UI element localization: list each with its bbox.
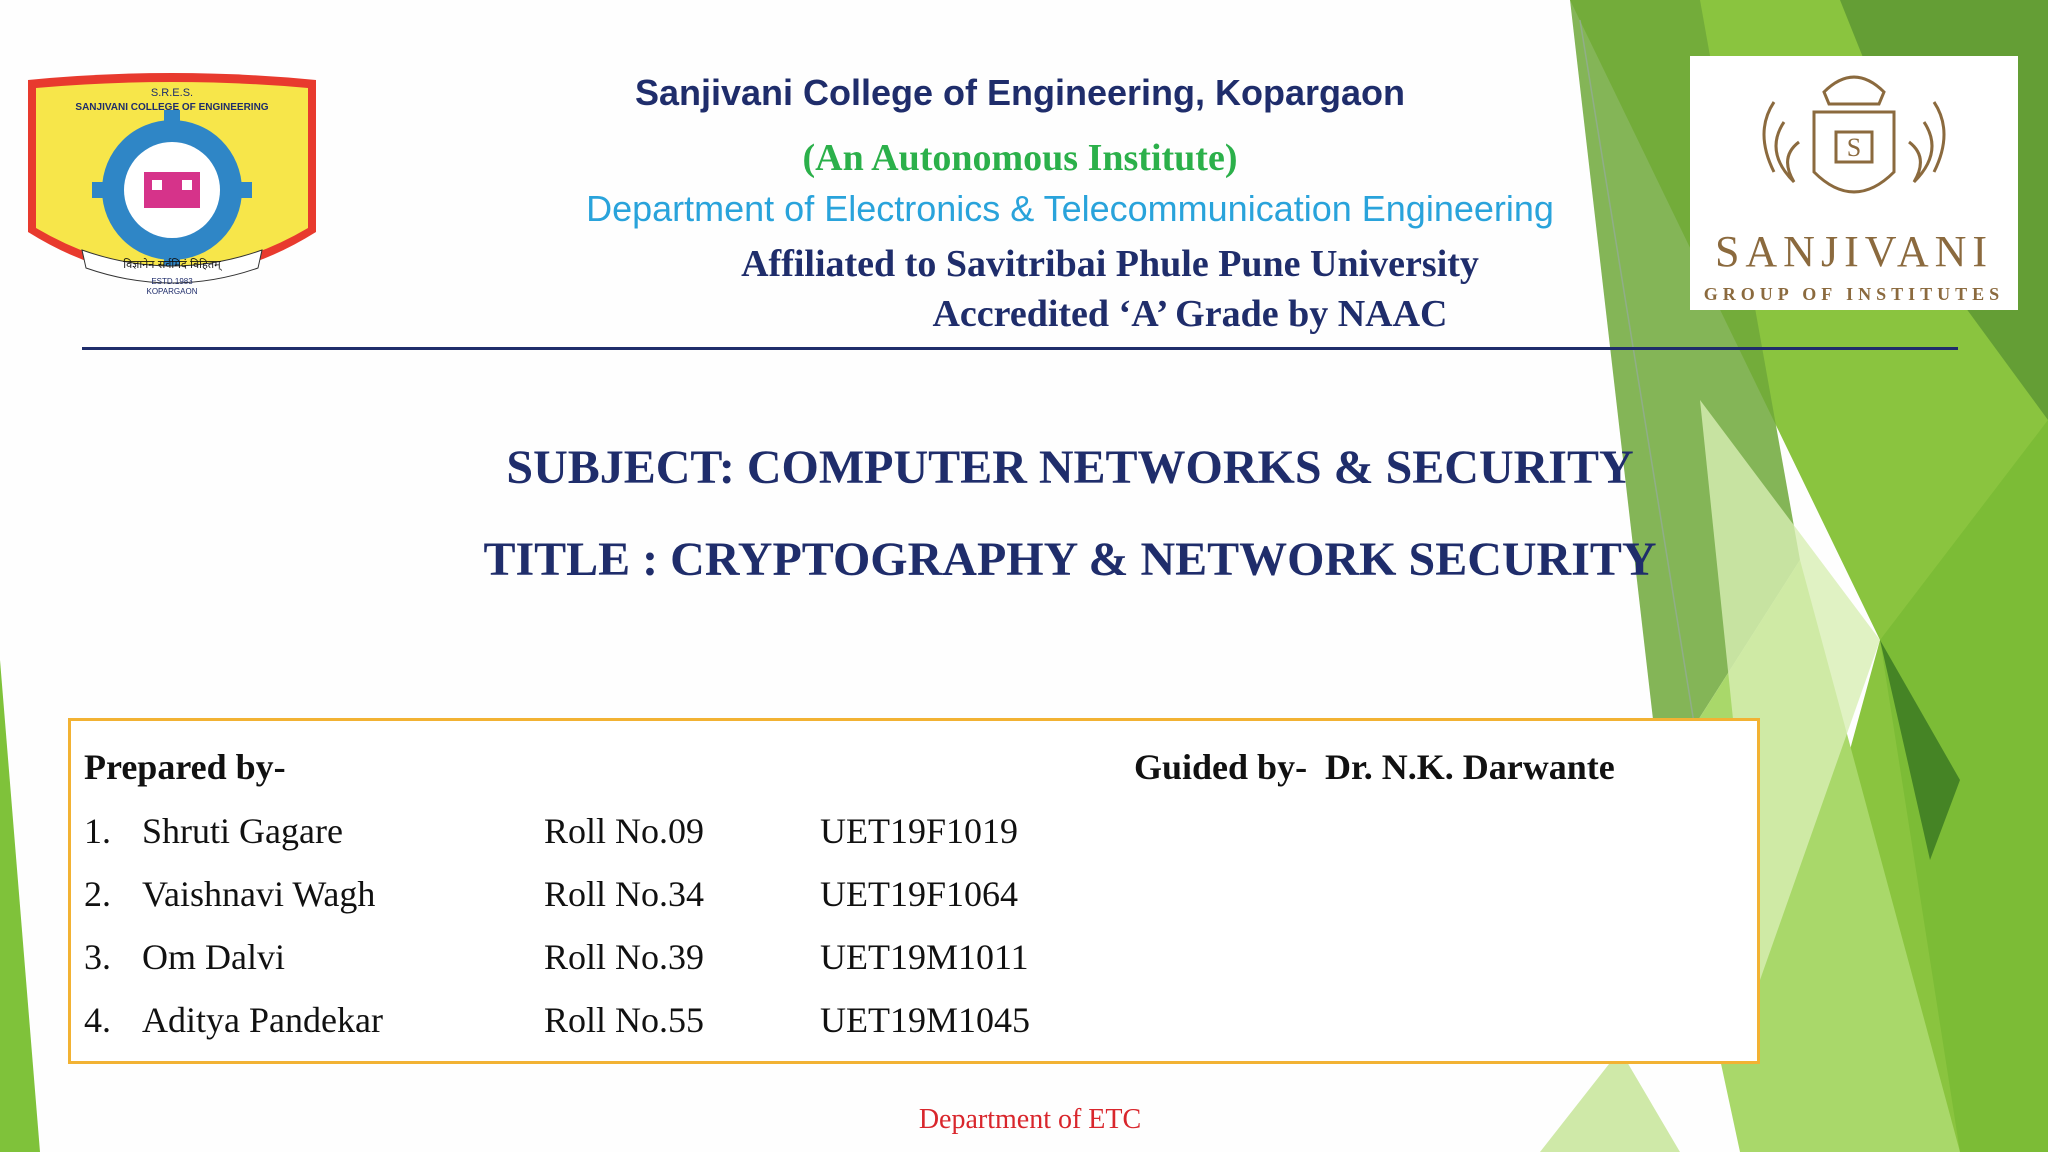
subject-heading: SUBJECT: COMPUTER NETWORKS & SECURITY <box>506 441 1634 494</box>
college-name: Sanjivani College of Engineering, Kopargaon <box>634 72 1406 113</box>
svg-text:विज्ञानेन सर्वमिदं विहितम्: विज्ञानेन सर्वमिदं विहितम् <box>123 258 221 271</box>
member-number: 2. <box>84 874 111 914</box>
member-roll: Roll No.55 <box>544 1000 705 1040</box>
svg-text:KOPARGAON: KOPARGAON <box>146 287 198 296</box>
department-label: Department of Electronics & Telecommunication Engineering <box>586 188 1554 229</box>
member-roll: Roll No.39 <box>544 937 705 977</box>
member-roll: Roll No.34 <box>544 874 705 914</box>
svg-text:S.R.E.S.: S.R.E.S. <box>150 87 194 99</box>
member-code: UET19F1064 <box>820 874 1018 914</box>
svg-text:ESTD.1983: ESTD.1983 <box>151 277 193 286</box>
left-green-wedge <box>0 660 40 1152</box>
member-name: Shruti Gagare <box>142 811 343 851</box>
svg-text:S: S <box>1846 133 1862 162</box>
guided-by-label: Guided by- Dr. N.K. Darwante <box>1134 747 1615 787</box>
member-roll: Roll No.09 <box>544 811 705 851</box>
svg-text:SANJIVANI COLLEGE OF ENGINEERI: SANJIVANI COLLEGE OF ENGINEERING <box>75 102 269 113</box>
title-heading: TITLE : CRYPTOGRAPHY & NETWORK SECURITY <box>483 533 1657 586</box>
member-code: UET19M1045 <box>820 1000 1030 1040</box>
member-number: 3. <box>84 937 111 977</box>
affiliation-label: Affiliated to Savitribai Phule Pune University <box>741 243 1479 285</box>
member-name: Vaishnavi Wagh <box>142 874 376 914</box>
group-logo-name: SANJIVANI <box>1714 227 1994 276</box>
header-divider <box>82 347 1958 350</box>
member-code: UET19M1011 <box>820 937 1029 977</box>
member-number: 4. <box>84 1000 111 1040</box>
bottom-pale-facet <box>1540 1050 1680 1152</box>
member-code: UET19F1019 <box>820 811 1018 851</box>
member-name: Aditya Pandekar <box>142 1000 383 1040</box>
group-logo-subtitle: GROUP OF INSTITUTES <box>1703 284 2005 304</box>
member-name: Om Dalvi <box>142 937 285 977</box>
accreditation-label: Accredited ‘A’ Grade by NAAC <box>932 293 1448 335</box>
member-number: 1. <box>84 811 111 851</box>
footer-department: Department of ETC <box>918 1104 1142 1135</box>
prepared-by-label: Prepared by- <box>84 747 286 787</box>
group-logo <box>1690 56 2018 310</box>
college-emblem-icon <box>22 72 322 312</box>
sanjivani-crest-icon <box>1744 62 1964 222</box>
autonomous-label: (An Autonomous Institute) <box>802 137 1238 179</box>
